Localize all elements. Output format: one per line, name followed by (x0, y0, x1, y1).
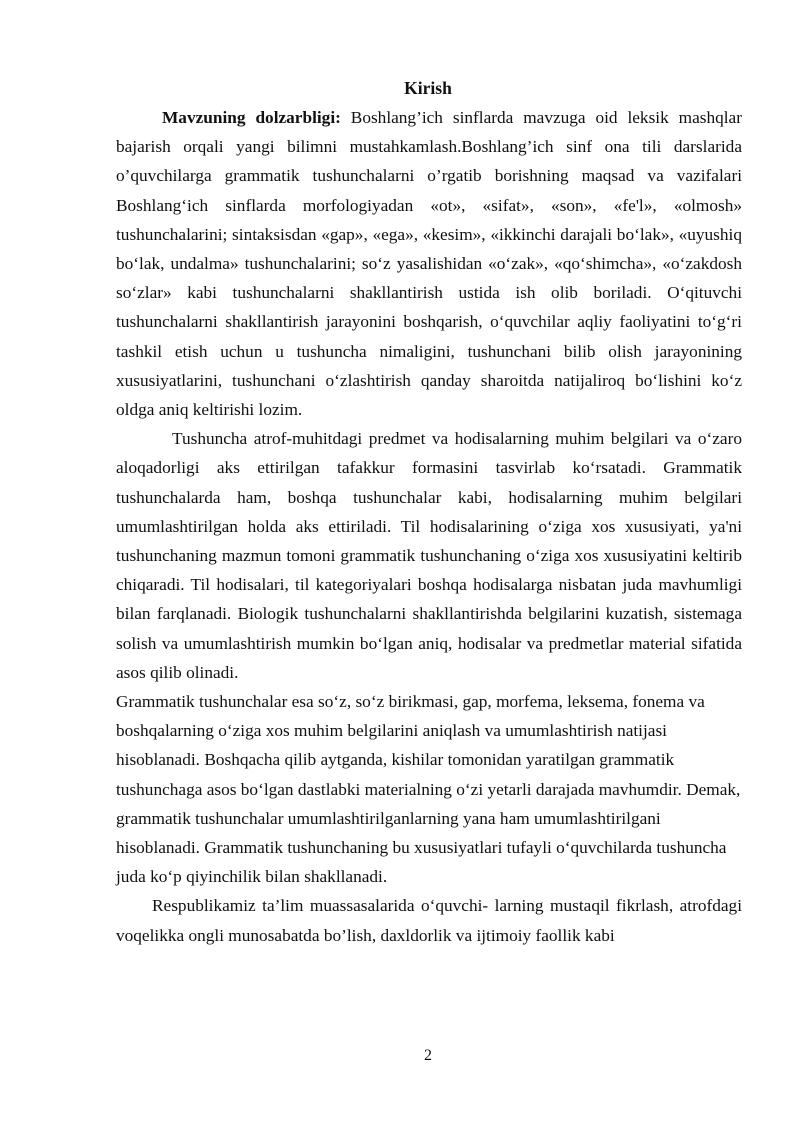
paragraph-text: Grammatik tushunchalar esa soʻz, soʻz birikmasi, gap, morfema, leksema, fonema va boshqalarning oʻziga xos muhim belgilarini aniqlash va umumlashtirish natijasi hisoblanadi. Boshqacha qilib aytganda, kishilar tomonidan yaratilgan grammatik tushunchaga asos boʻlgan dastlabki materialning oʻzi yetarli darajada mavhumdir. Demak, grammatik tushunchalar umumlashtirilganlarning yana ham umumlashtirilgani hisoblanadi. Grammatik tushunchaning bu xususiyatlari tufayli oʻquvchilarda tushuncha juda koʻp qiyinchilik bilan shakllanadi. (116, 692, 741, 887)
paragraph-text: Tushuncha atrof-muhitdagi predmet va hodisalarning muhim belgilari va oʻzaro aloqadorligi aks ettirilgan tafakkur formasini tasvirlab koʻrsatadi. Grammatik tushunchalarda ham, boshqa tushunchalar kabi, hodisalarning muhim belgilari umumlashtirilgan holda aks ettiriladi. Til hodisalarining oʻziga xos xususiyati, ya'ni tushunchaning mazmun tomoni grammatik tushunchaning oʻziga xos xususiyatini keltirib chiqaradi. Til hodisalari, til kategoriyalari boshqa hodisalarga nisbatan juda mavhumligi bilan farqlanadi. Biologik tushunchalarni shakllantirishda belgilarini kuzatish, sistemaga solish va umumlashtirish mumkin boʻlgan aniq, hodisalar va predmetlar material sifatida asos qilib olinadi. (116, 429, 742, 682)
paragraph-text: Respublikamiz ta’lim muassasalarida oʻquvchi- larning mustaqil fikrlash, atrofdagi voqelikka ongli munosabatda bo’lish, daxldorlik va ijtimoiy faollik kabi (116, 896, 742, 945)
paragraph-grammatical-concepts (116, 687, 742, 891)
page-title: Kirish (404, 78, 452, 98)
page-number: 2 (424, 1047, 432, 1064)
paragraph-text: Boshlang’ich sinflarda mavzuga oid leksik mashqlar bajarish orqali yangi bilimni mustahkamlash.Boshlang’ich sinf ona tili darslarida o’quvchilarga grammatik tushunchalarni o’rgatib borishning maqsad va vazifalari Boshlangʻich sinflarda morfologiyadan «ot», «sifat», «son», «fe'l», «olmosh» tushunchalarini; sintaksisdan «gap», «ega», «kesim», «ikkinchi darajali boʻlak», «uyushiq boʻlak, undalma» tushunchalarini; soʻz yasalishidan «oʻzak», «qoʻshimcha», «oʻzakdosh soʻzlar» kabi tushunchalarni shakllantirish ustida ish olib boriladi. Oʻqituvchi tushunchalarni shakllantirish jarayonini boshqarish, oʻquvchilar aqliy faoliyatini toʻgʻri tashkil etish uchun u tushuncha nimaligini, tushunchani bilib olish jarayonining xususiyatlarini, tushunchani oʻzlashtirish qanday sharoitda natijaliroq boʻlishini koʻz oldga aniq keltirishi lozim. (116, 108, 742, 420)
paragraph-lead: Mavzuning dolzarbligi: (162, 108, 341, 127)
paragraph-relevance (116, 103, 742, 424)
document-body (116, 103, 742, 950)
paragraph-republic (116, 891, 742, 949)
paragraph-concept (116, 424, 742, 687)
